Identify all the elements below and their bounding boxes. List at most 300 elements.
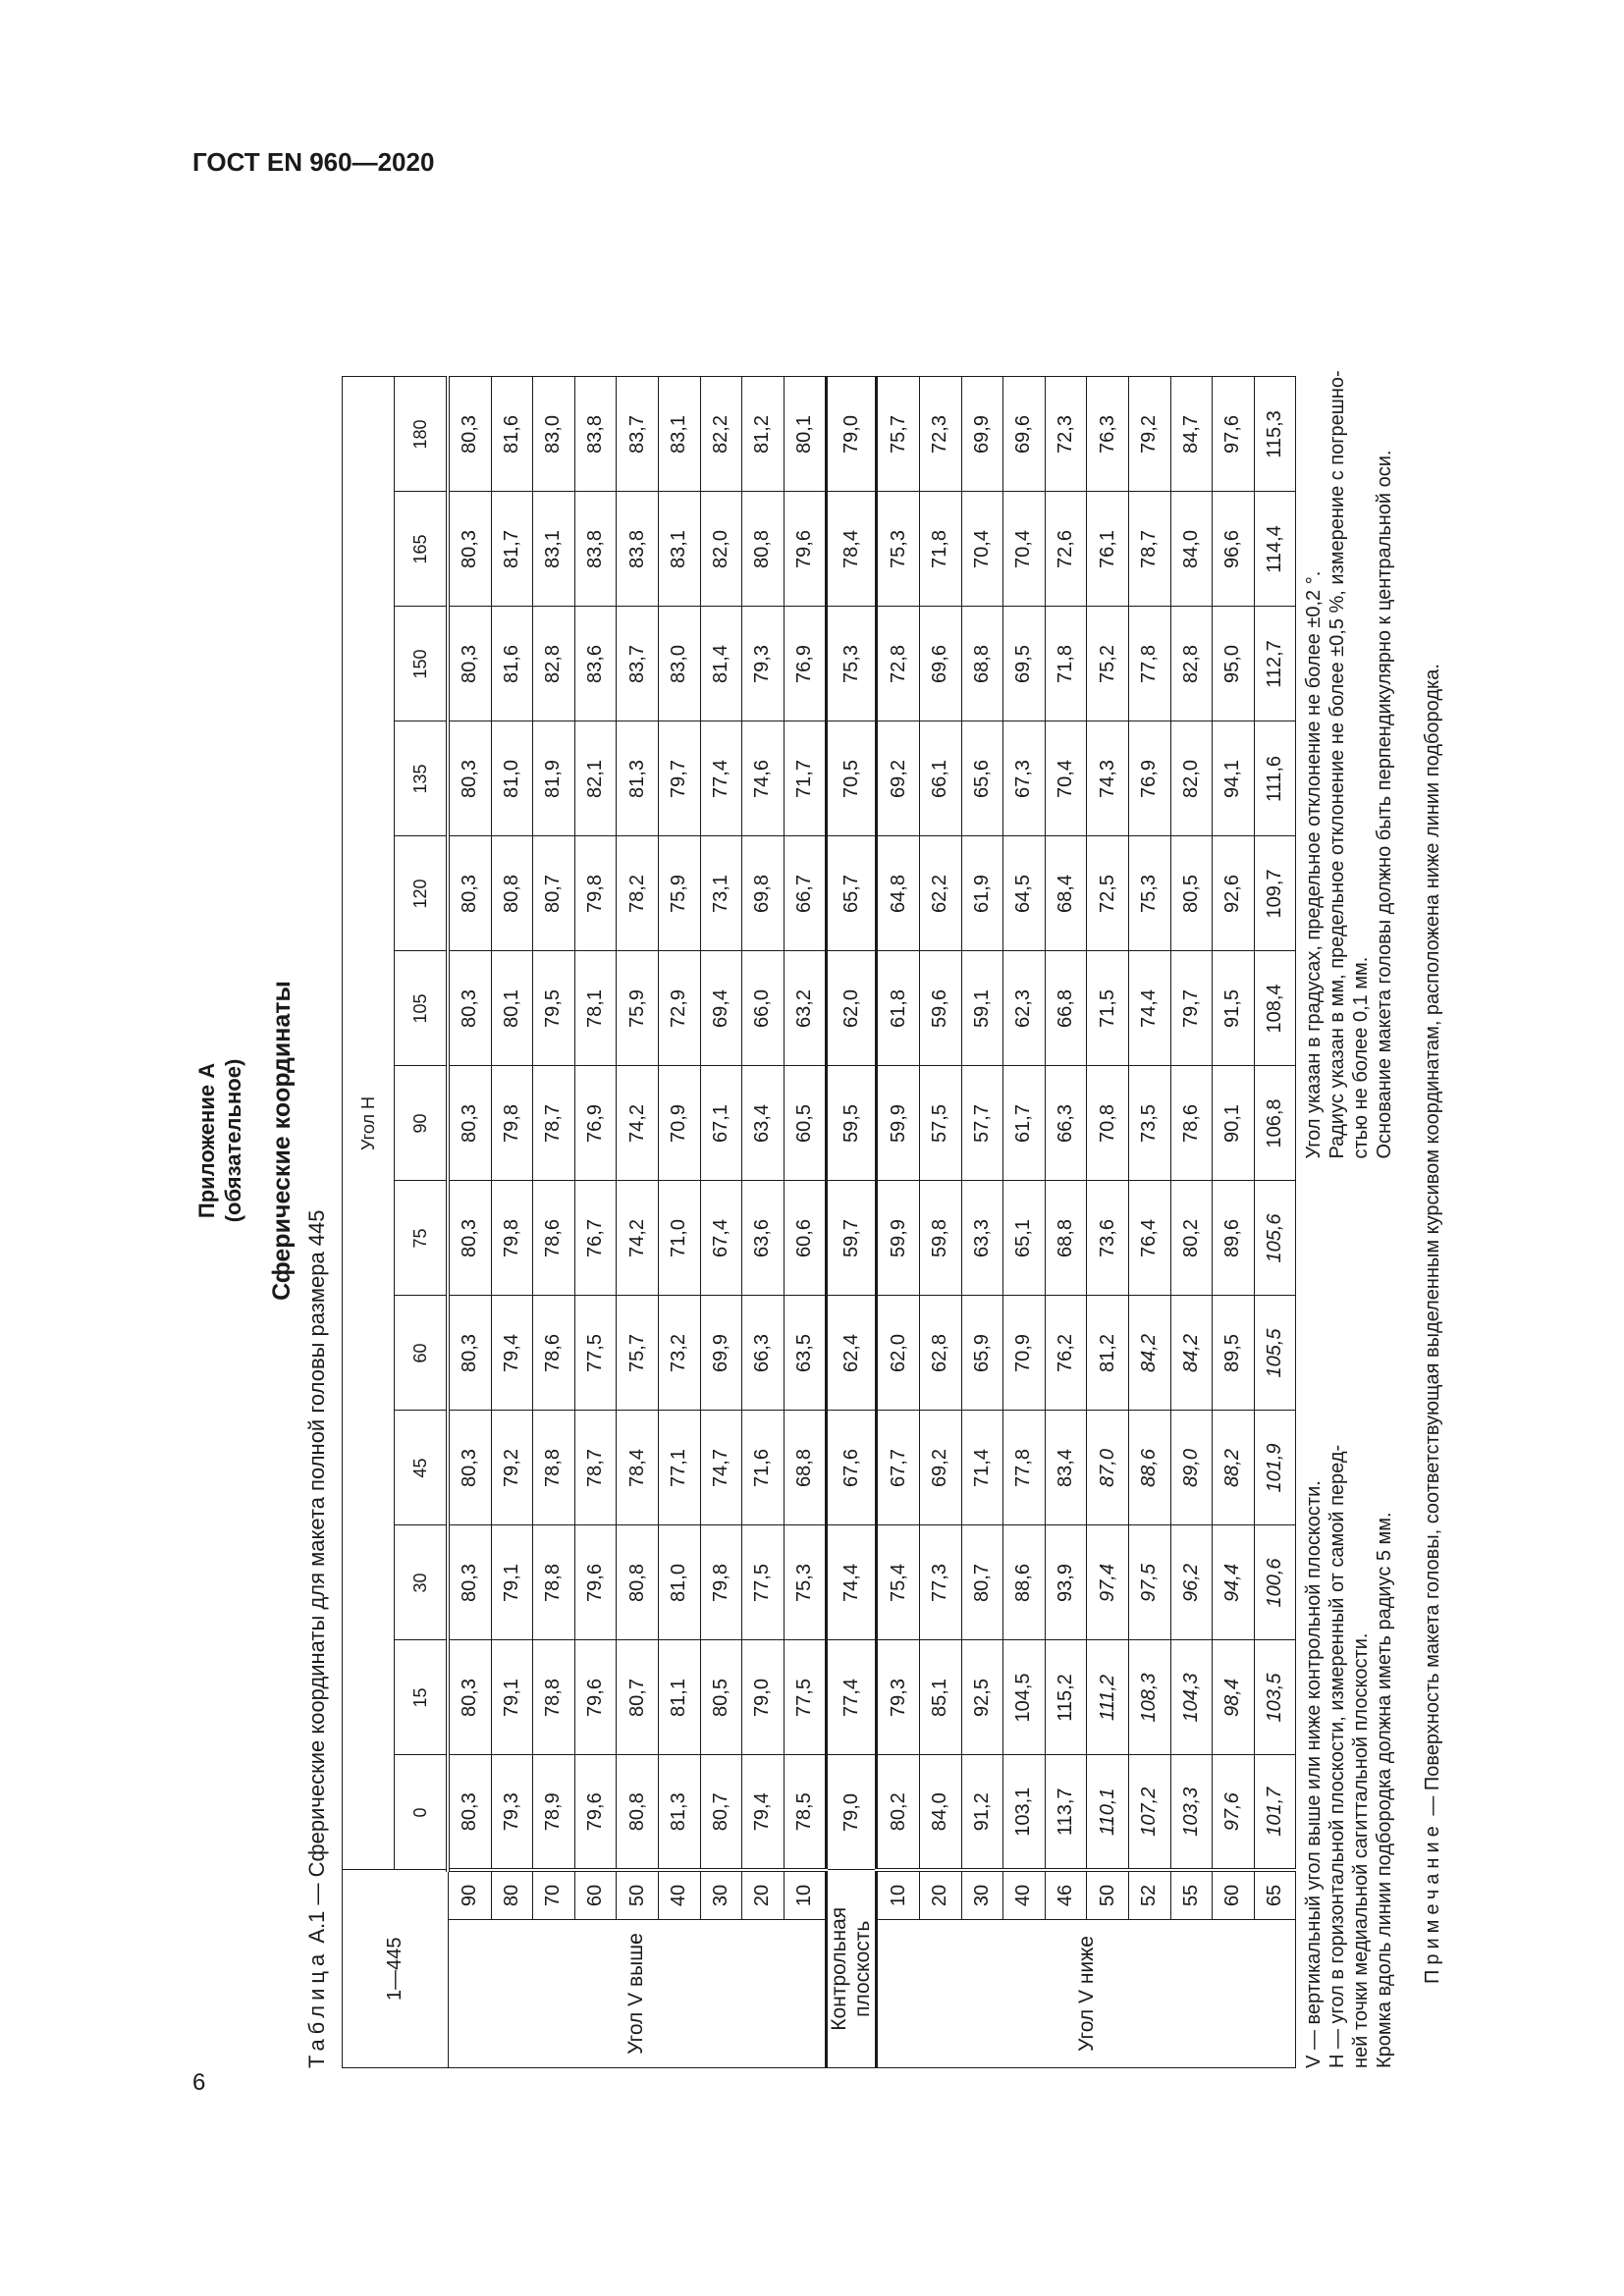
value-cell: 68,8 — [784, 1411, 827, 1525]
h-angle-header: 0 — [395, 1755, 449, 1870]
value-cell: 73,6 — [1087, 1181, 1129, 1296]
value-cell: 78,8 — [533, 1640, 575, 1755]
value-cell: 83,7 — [617, 377, 659, 492]
value-cell: 103,1 — [1003, 1755, 1046, 1870]
value-cell: 65,1 — [1003, 1181, 1046, 1296]
table-row — [827, 377, 877, 2068]
section-heading: Сферические координаты — [268, 981, 296, 1301]
v-angle-cell: 30 — [961, 1870, 1003, 1920]
value-cell: 75,9 — [658, 836, 700, 951]
value-cell: 81,3 — [658, 1755, 700, 1870]
value-cell: 88,6 — [1128, 1411, 1170, 1525]
value-cell: 100,6 — [1254, 1525, 1296, 1640]
value-cell: 89,6 — [1213, 1181, 1255, 1296]
value-cell: 64,8 — [877, 836, 920, 951]
value-cell: 104,5 — [1003, 1640, 1046, 1755]
value-cell: 72,6 — [1045, 492, 1087, 607]
v-angle-cell: 40 — [658, 1870, 700, 1920]
value-cell: 77,4 — [700, 721, 742, 836]
value-cell: 106,8 — [1254, 1066, 1296, 1181]
v-angle-cell: 30 — [700, 1870, 742, 1920]
value-cell: 79,8 — [700, 1525, 742, 1640]
value-cell: 71,0 — [658, 1181, 700, 1296]
value-cell: 87,0 — [1087, 1411, 1129, 1525]
value-cell: 80,2 — [1170, 1181, 1213, 1296]
h-angle-header: 180 — [395, 377, 449, 492]
value-cell: 61,8 — [877, 951, 920, 1066]
value-cell: 108,4 — [1254, 951, 1296, 1066]
value-cell: 82,1 — [574, 721, 617, 836]
value-cell: 57,7 — [961, 1066, 1003, 1181]
h-angle-header: 45 — [395, 1411, 449, 1525]
value-cell: 83,0 — [533, 377, 575, 492]
h-angle-header: 120 — [395, 836, 449, 951]
value-cell: 80,8 — [617, 1525, 659, 1640]
document-code: ГОСТ EN 960—2020 — [192, 147, 435, 177]
table-row — [700, 377, 742, 2068]
value-cell: 80,7 — [961, 1525, 1003, 1640]
value-cell: 79,6 — [574, 1755, 617, 1870]
value-cell: 79,6 — [574, 1640, 617, 1755]
h-angle-header: 90 — [395, 1066, 449, 1181]
value-cell: 78,8 — [533, 1525, 575, 1640]
value-cell: 64,5 — [1003, 836, 1046, 951]
value-cell: 80,3 — [448, 377, 491, 492]
value-cell: 74,3 — [1087, 721, 1129, 836]
value-cell: 80,2 — [877, 1755, 920, 1870]
value-cell: 78,9 — [533, 1755, 575, 1870]
h-angle-header: 60 — [395, 1296, 449, 1411]
value-cell: 76,4 — [1128, 1181, 1170, 1296]
value-cell: 80,3 — [448, 1181, 491, 1296]
table-row — [919, 377, 961, 2068]
value-cell: 83,8 — [574, 377, 617, 492]
value-cell: 79,4 — [742, 1755, 785, 1870]
value-cell: 79,7 — [1170, 951, 1213, 1066]
value-cell: 78,7 — [1128, 492, 1170, 607]
value-cell: 78,8 — [533, 1411, 575, 1525]
note-text: — Поверхность макета головы, соответствующая выделенным курсивом координатам, расположена ниже линии подбородка. — [1422, 664, 1444, 1822]
value-cell: 66,0 — [742, 951, 785, 1066]
group-label-control: Контрольная плоскость — [827, 1870, 877, 2068]
note-label: Примечание — [1422, 1821, 1444, 1984]
value-cell: 80,3 — [448, 1525, 491, 1640]
table-row — [1045, 377, 1087, 2068]
value-cell: 74,2 — [617, 1181, 659, 1296]
value-cell: 62,2 — [919, 836, 961, 951]
h-angle-header: 75 — [395, 1181, 449, 1296]
v-angle-cell: 52 — [1128, 1870, 1170, 1920]
value-cell: 62,0 — [877, 1296, 920, 1411]
value-cell: 114,4 — [1254, 492, 1296, 607]
value-cell: 74,4 — [1128, 951, 1170, 1066]
value-cell: 80,3 — [448, 607, 491, 721]
value-cell: 81,4 — [700, 607, 742, 721]
notes — [1302, 213, 1396, 2068]
notes-right — [1302, 213, 1396, 1159]
table-caption — [304, 213, 330, 2068]
value-cell: 93,9 — [1045, 1525, 1087, 1640]
value-cell: 83,8 — [574, 492, 617, 607]
value-cell: 75,3 — [1128, 836, 1170, 951]
value-cell: 82,8 — [533, 607, 575, 721]
table-row — [574, 377, 617, 2068]
value-cell: 78,2 — [617, 836, 659, 951]
value-cell: 57,5 — [919, 1066, 961, 1181]
value-cell: 79,6 — [784, 492, 827, 607]
value-cell: 80,3 — [448, 1296, 491, 1411]
value-cell: 79,1 — [491, 1640, 533, 1755]
value-cell: 81,2 — [742, 377, 785, 492]
value-cell: 111,2 — [1087, 1640, 1129, 1755]
value-cell: 115,2 — [1045, 1640, 1087, 1755]
value-cell: 63,2 — [784, 951, 827, 1066]
v-angle-cell: 50 — [617, 1870, 659, 1920]
value-cell: 83,1 — [658, 377, 700, 492]
value-cell: 83,7 — [617, 607, 659, 721]
v-angle-cell: 10 — [877, 1870, 920, 1920]
value-cell: 78,6 — [533, 1181, 575, 1296]
value-cell: 78,7 — [533, 1066, 575, 1181]
value-cell: 111,6 — [1254, 721, 1296, 836]
value-cell: 89,5 — [1213, 1296, 1255, 1411]
group-label-below: Угол V ниже — [877, 1920, 1296, 2068]
h-angle-header: 105 — [395, 951, 449, 1066]
v-angle-cell: 20 — [919, 1870, 961, 1920]
value-cell: 78,6 — [533, 1296, 575, 1411]
v-angle-cell: 10 — [784, 1870, 827, 1920]
value-cell: 105,6 — [1254, 1181, 1296, 1296]
value-cell: 81,6 — [491, 607, 533, 721]
value-cell: 85,1 — [919, 1640, 961, 1755]
value-cell: 79,3 — [491, 1755, 533, 1870]
value-cell: 80,3 — [448, 836, 491, 951]
value-cell: 75,9 — [617, 951, 659, 1066]
value-cell: 104,3 — [1170, 1640, 1213, 1755]
value-cell: 112,7 — [1254, 607, 1296, 721]
value-cell: 88,6 — [1003, 1525, 1046, 1640]
v-angle-cell: 60 — [1213, 1870, 1255, 1920]
value-cell: 79,6 — [574, 1525, 617, 1640]
value-cell: 80,3 — [448, 492, 491, 607]
note-line: Кромка вдоль линии подбородка должна иметь радиус 5 мм. — [1374, 1512, 1396, 2068]
value-cell: 82,0 — [700, 492, 742, 607]
value-cell: 89,0 — [1170, 1411, 1213, 1525]
value-cell: 79,4 — [491, 1296, 533, 1411]
note-line: V — вертикальный угол выше или ниже контрольной плоскости. — [1303, 1480, 1326, 2068]
value-cell: 69,6 — [919, 607, 961, 721]
value-cell: 73,2 — [658, 1296, 700, 1411]
value-cell: 80,5 — [1170, 836, 1213, 951]
value-cell: 70,8 — [1087, 1066, 1129, 1181]
table-row — [1170, 377, 1213, 2068]
value-cell: 71,4 — [961, 1411, 1003, 1525]
value-cell: 76,9 — [574, 1066, 617, 1181]
value-cell: 84,2 — [1128, 1296, 1170, 1411]
value-cell: 67,4 — [700, 1181, 742, 1296]
note-line: Основание макета головы должно быть перпендикулярно к центральной оси. — [1374, 450, 1396, 1159]
note-line: ней точки медиальной сагиттальной плоскости. — [1350, 1632, 1373, 2068]
value-cell: 105,5 — [1254, 1296, 1296, 1411]
h-angle-header: 15 — [395, 1640, 449, 1755]
value-cell: 76,3 — [1087, 377, 1129, 492]
h-angle-header: 150 — [395, 607, 449, 721]
value-cell: 69,6 — [1003, 377, 1046, 492]
value-cell: 69,4 — [700, 951, 742, 1066]
value-cell: 75,7 — [617, 1296, 659, 1411]
table-row — [658, 377, 700, 2068]
annex-status: (обязательное) — [221, 1058, 245, 1223]
v-angle-cell: 40 — [1003, 1870, 1046, 1920]
value-cell: 71,6 — [742, 1411, 785, 1525]
value-cell: 61,7 — [1003, 1066, 1046, 1181]
value-cell: 75,7 — [877, 377, 920, 492]
coordinates-table — [342, 377, 1296, 2069]
value-cell: 84,2 — [1170, 1296, 1213, 1411]
value-cell: 59,9 — [877, 1066, 920, 1181]
value-cell: 69,2 — [919, 1411, 961, 1525]
value-cell: 81,3 — [617, 721, 659, 836]
value-cell: 81,0 — [658, 1525, 700, 1640]
table-note — [1422, 213, 1444, 1984]
value-cell: 81,9 — [533, 721, 575, 836]
table-caption-label: Таблица — [304, 1949, 329, 2068]
value-cell: 59,8 — [919, 1181, 961, 1296]
value-cell: 83,0 — [658, 607, 700, 721]
value-cell: 67,1 — [700, 1066, 742, 1181]
value-cell: 75,3 — [827, 607, 877, 721]
value-cell: 115,3 — [1254, 377, 1296, 492]
value-cell: 81,0 — [491, 721, 533, 836]
value-cell: 82,8 — [1170, 607, 1213, 721]
value-cell: 78,1 — [574, 951, 617, 1066]
value-cell: 77,5 — [784, 1640, 827, 1755]
value-cell: 92,5 — [961, 1640, 1003, 1755]
v-angle-cell: 20 — [742, 1870, 785, 1920]
table-row — [1213, 377, 1255, 2068]
value-cell: 69,8 — [742, 836, 785, 951]
value-cell: 69,5 — [1003, 607, 1046, 721]
value-cell: 77,8 — [1003, 1411, 1046, 1525]
table-row — [533, 377, 575, 2068]
value-cell: 80,7 — [617, 1640, 659, 1755]
value-cell: 79,8 — [491, 1066, 533, 1181]
page-number: 6 — [192, 2069, 206, 2096]
value-cell: 80,1 — [491, 951, 533, 1066]
annex-title: Приложение А — [194, 1062, 219, 1219]
angle-h-label: Угол H — [357, 1096, 378, 1150]
value-cell: 62,4 — [827, 1296, 877, 1411]
value-cell: 80,8 — [491, 836, 533, 951]
value-cell: 97,5 — [1128, 1525, 1170, 1640]
value-cell: 81,6 — [491, 377, 533, 492]
value-cell: 83,6 — [574, 607, 617, 721]
value-cell: 71,7 — [784, 721, 827, 836]
value-cell: 103,3 — [1170, 1755, 1213, 1870]
value-cell: 63,3 — [961, 1181, 1003, 1296]
value-cell: 75,3 — [877, 492, 920, 607]
value-cell: 59,5 — [827, 1066, 877, 1181]
value-cell: 59,1 — [961, 951, 1003, 1066]
v-angle-cell: 55 — [1170, 1870, 1213, 1920]
group-label-above: Угол V выше — [448, 1920, 827, 2068]
value-cell: 77,1 — [658, 1411, 700, 1525]
value-cell: 108,3 — [1128, 1640, 1170, 1755]
h-angle-header: 30 — [395, 1525, 449, 1640]
value-cell: 59,6 — [919, 951, 961, 1066]
value-cell: 82,2 — [700, 377, 742, 492]
value-cell: 77,4 — [827, 1640, 877, 1755]
value-cell: 97,4 — [1087, 1525, 1129, 1640]
value-cell: 78,4 — [827, 492, 877, 607]
value-cell: 91,5 — [1213, 951, 1255, 1066]
value-cell: 62,0 — [827, 951, 877, 1066]
value-cell: 76,1 — [1087, 492, 1129, 607]
value-cell: 75,3 — [784, 1525, 827, 1640]
value-cell: 69,2 — [877, 721, 920, 836]
value-cell: 66,7 — [784, 836, 827, 951]
value-cell: 97,6 — [1213, 377, 1255, 492]
value-cell: 72,3 — [1045, 377, 1087, 492]
value-cell: 109,7 — [1254, 836, 1296, 951]
value-cell: 107,2 — [1128, 1755, 1170, 1870]
value-cell: 76,9 — [1128, 721, 1170, 836]
value-cell: 82,0 — [1170, 721, 1213, 836]
value-cell: 79,0 — [827, 1755, 877, 1870]
value-cell: 79,2 — [491, 1411, 533, 1525]
value-cell: 79,3 — [742, 607, 785, 721]
value-cell: 77,3 — [919, 1525, 961, 1640]
value-cell: 70,5 — [827, 721, 877, 836]
value-cell: 62,3 — [1003, 951, 1046, 1066]
value-cell: 110,1 — [1087, 1755, 1129, 1870]
value-cell: 72,5 — [1087, 836, 1129, 951]
value-cell: 65,6 — [961, 721, 1003, 836]
value-cell: 83,1 — [533, 492, 575, 607]
value-cell: 83,1 — [658, 492, 700, 607]
value-cell: 78,6 — [1170, 1066, 1213, 1181]
value-cell: 72,8 — [877, 607, 920, 721]
value-cell: 80,7 — [700, 1755, 742, 1870]
value-cell: 78,4 — [617, 1411, 659, 1525]
value-cell: 78,5 — [784, 1755, 827, 1870]
note-line: Радиус указан в мм, предельное отклонение не более ±0,5 %, измерение с погрешно- — [1326, 370, 1349, 1159]
value-cell: 80,8 — [742, 492, 785, 607]
value-cell: 79,8 — [491, 1181, 533, 1296]
value-cell: 66,3 — [1045, 1066, 1087, 1181]
value-cell: 79,7 — [658, 721, 700, 836]
table-row — [448, 377, 491, 2068]
value-cell: 59,9 — [877, 1181, 920, 1296]
value-cell: 75,2 — [1087, 607, 1129, 721]
value-cell: 62,8 — [919, 1296, 961, 1411]
value-cell: 67,3 — [1003, 721, 1046, 836]
value-cell: 79,3 — [877, 1640, 920, 1755]
value-cell: 70,9 — [1003, 1296, 1046, 1411]
value-cell: 76,7 — [574, 1181, 617, 1296]
value-cell: 80,3 — [448, 1411, 491, 1525]
value-cell: 81,7 — [491, 492, 533, 607]
value-cell: 72,3 — [919, 377, 961, 492]
value-cell: 70,9 — [658, 1066, 700, 1181]
value-cell: 83,4 — [1045, 1411, 1087, 1525]
value-cell: 88,2 — [1213, 1411, 1255, 1525]
value-cell: 72,9 — [658, 951, 700, 1066]
value-cell: 63,5 — [784, 1296, 827, 1411]
value-cell: 77,5 — [742, 1525, 785, 1640]
v-angle-cell: 60 — [574, 1870, 617, 1920]
value-cell: 69,9 — [700, 1296, 742, 1411]
value-cell: 80,3 — [448, 951, 491, 1066]
value-cell: 95,0 — [1213, 607, 1255, 721]
value-cell: 65,7 — [827, 836, 877, 951]
value-cell: 84,7 — [1170, 377, 1213, 492]
value-cell: 84,0 — [919, 1755, 961, 1870]
table-row — [617, 377, 659, 2068]
table-row — [1254, 377, 1296, 2068]
value-cell: 81,2 — [1087, 1296, 1129, 1411]
value-cell: 76,9 — [784, 607, 827, 721]
h-angle-header: 135 — [395, 721, 449, 836]
value-cell: 84,0 — [1170, 492, 1213, 607]
table-row — [877, 377, 920, 2068]
table-row — [1003, 377, 1046, 2068]
value-cell: 66,3 — [742, 1296, 785, 1411]
value-cell: 94,4 — [1213, 1525, 1255, 1640]
value-cell: 96,2 — [1170, 1525, 1213, 1640]
value-cell: 103,5 — [1254, 1640, 1296, 1755]
value-cell: 80,3 — [448, 1755, 491, 1870]
value-cell: 79,0 — [742, 1640, 785, 1755]
value-cell: 101,7 — [1254, 1755, 1296, 1870]
value-cell: 79,8 — [574, 836, 617, 951]
value-cell: 80,3 — [448, 1640, 491, 1755]
value-cell: 81,1 — [658, 1640, 700, 1755]
value-cell: 67,6 — [827, 1411, 877, 1525]
value-cell: 76,2 — [1045, 1296, 1087, 1411]
note-line: H — угол в горизонтальной плоскости, измеренный от самой перед- — [1326, 1444, 1349, 2068]
table-caption-text: А.1 — Сферические координаты для макета полной головы размера 445 — [304, 1209, 329, 1949]
value-cell: 101,9 — [1254, 1411, 1296, 1525]
value-cell: 60,5 — [784, 1066, 827, 1181]
value-cell: 65,9 — [961, 1296, 1003, 1411]
table-row — [784, 377, 827, 2068]
value-cell: 70,4 — [1045, 721, 1087, 836]
note-line: стью не более 0,1 мм. — [1350, 956, 1373, 1159]
value-cell: 113,7 — [1045, 1755, 1087, 1870]
value-cell: 73,1 — [700, 836, 742, 951]
value-cell: 80,3 — [448, 1066, 491, 1181]
value-cell: 61,9 — [961, 836, 1003, 951]
v-angle-cell: 70 — [533, 1870, 575, 1920]
table-row — [1087, 377, 1129, 2068]
v-angle-cell: 80 — [491, 1870, 533, 1920]
note-line: Угол указан в градусах, предельное отклонение не более ±0,2 °. — [1303, 570, 1326, 1159]
value-cell: 80,7 — [533, 836, 575, 951]
rotated-content — [193, 213, 1539, 2068]
table-row — [742, 377, 785, 2068]
h-angle-header: 165 — [395, 492, 449, 607]
value-cell: 68,8 — [1045, 1181, 1087, 1296]
value-cell: 73,5 — [1128, 1066, 1170, 1181]
value-cell: 68,8 — [961, 607, 1003, 721]
value-cell: 74,4 — [827, 1525, 877, 1640]
value-cell: 96,6 — [1213, 492, 1255, 607]
value-cell: 80,3 — [448, 721, 491, 836]
value-cell: 80,8 — [617, 1755, 659, 1870]
value-cell: 91,2 — [961, 1755, 1003, 1870]
value-cell: 66,1 — [919, 721, 961, 836]
